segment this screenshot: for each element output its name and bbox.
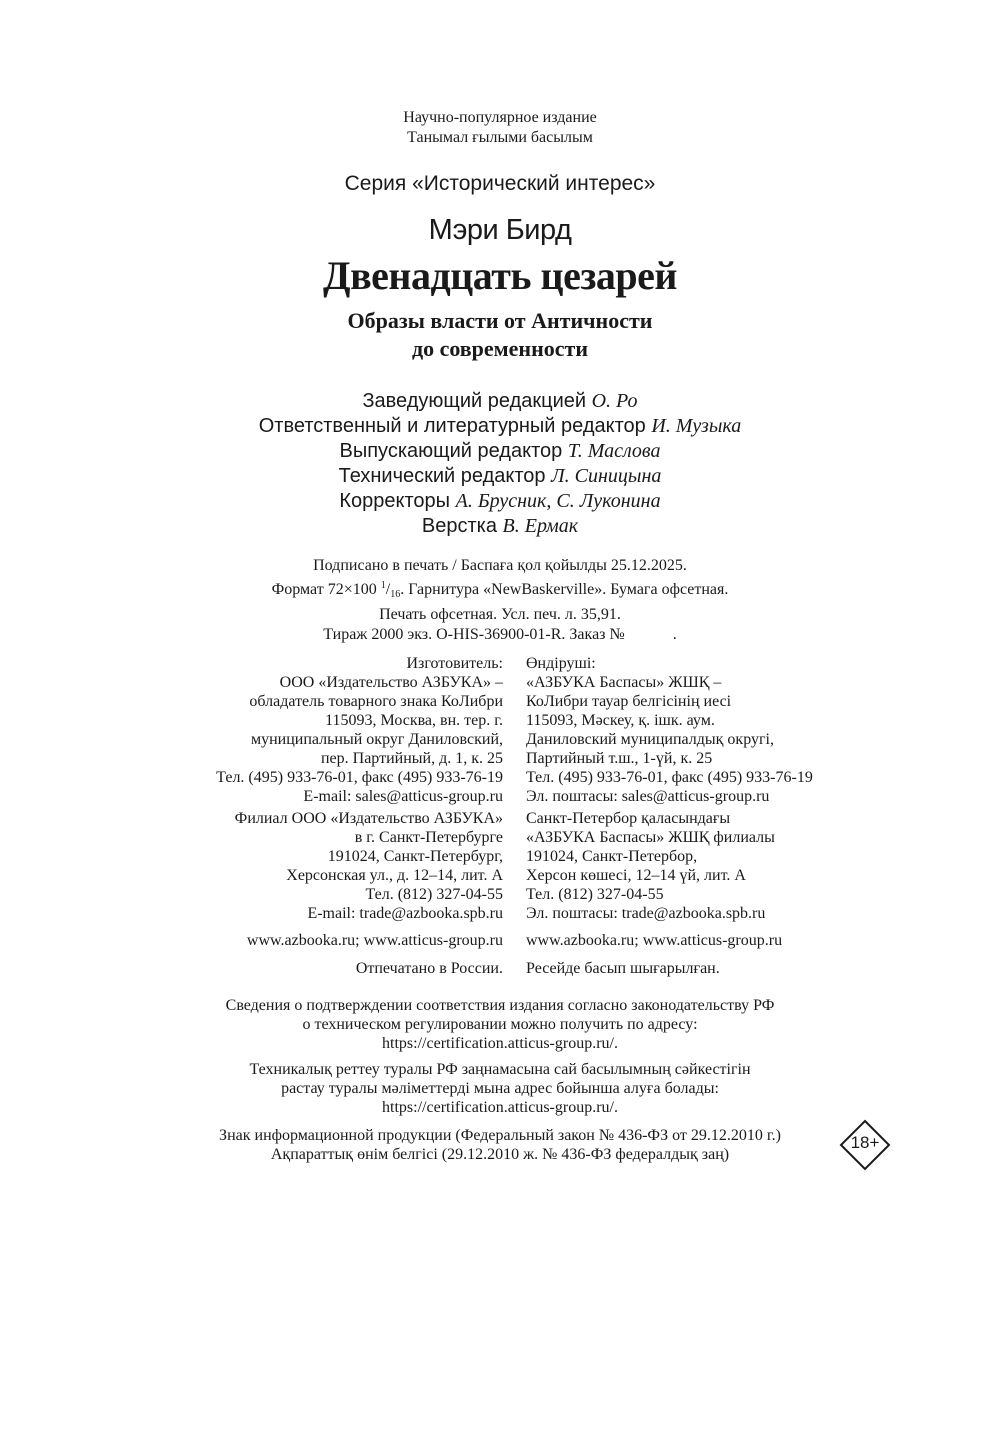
credit-role: Технический редактор [338,465,546,487]
manufacturer-kz-line: КоЛибри тауар белгісінің иесі [526,693,732,710]
credit-line [0,464,1000,489]
credit-role: Заведующий редакцией [362,390,587,412]
format-denominator: 16 [390,589,401,600]
credit-person: О. Ро [591,390,638,412]
manufacturer-kz-line: 115093, Мәскеу, қ. ішк. аум. [526,712,715,729]
credit-person: Л. Синицына [551,465,662,487]
credit-person: А. Брусник, С. Луконина [455,490,661,512]
credit-line [0,514,1000,539]
branch-kz-line: Херсон көшесі, 12–14 үй, лит. А [526,867,746,884]
branch-ru [235,809,503,923]
edition-type-ru: Научно-популярное издание [403,109,597,126]
branch-ru-line: 191024, Санкт-Петербург, [327,848,503,865]
subtitle-line: до современности [411,336,589,361]
manufacturer-ru-line: муниципальный округ Даниловский, [250,731,503,748]
credit-line [0,439,1000,464]
branch-kz-line: 191024, Санкт-Петербор, [526,848,698,865]
certification-ru [0,996,1000,1053]
websites-kz: www.azbooka.ru; www.atticus-group.ru [526,932,783,949]
manufacturer-ru-line: пер. Партийный, д. 1, к. 25 [320,750,503,767]
credits-list [0,389,1000,539]
info-sign-ru: Знак информационной продукции (Федеральный закон № 436-ФЗ от 29.12.2010 г.) [219,1127,781,1144]
print-type: Печать офсетная. Усл. печ. л. 35,91. [379,606,621,623]
credit-line [0,414,1000,439]
subtitle-line: Образы власти от Античности [347,308,653,333]
manufacturer-kz-line: Өндіруші: [526,655,596,672]
credit-person: Т. Маслова [567,440,661,462]
credit-role: Верстка [421,515,497,537]
branch-kz-line: Тел. (812) 327-04-55 [526,886,664,903]
certification-kz-url: https://certification.atticus-group.ru/. [382,1099,618,1116]
printed-in-ru: Отпечатано в России. [355,960,503,977]
branch-ru-line: в г. Санкт-Петербурге [354,829,503,846]
manufacturer-kz-line: Даниловский муниципалдық округі, [526,731,774,748]
format-prefix: Формат 72×100 [271,581,377,598]
edition-type [0,108,1000,148]
credit-role: Ответственный и литературный редактор [258,415,646,437]
branch-ru-line: Херсонская ул., д. 12–14, лит. А [286,867,503,884]
manufacturer-ru-line: Тел. (495) 933-76-01, факс (495) 933-76-19 [216,769,503,786]
format-numerator: 1 [380,580,386,591]
credit-person: И. Музыка [651,415,742,437]
manufacturer-kz-email: Эл. поштасы: sales@atticus-group.ru [526,788,770,805]
edition-type-kz: Танымал ғылыми басылым [407,129,593,146]
format-line: Формат 72×100 $^1/_{16}$. Гарнитура «NewBaskerville». Бумага офсетная. [271,580,729,600]
credit-person: В. Ермак [502,515,579,537]
age-rating-badge [839,1119,891,1171]
certification-ru-line: Сведения о подтверждении соответствия издания согласно законодательству РФ [225,997,775,1014]
manufacturer-kz-line: Тел. (495) 933-76-01, факс (495) 933-76-19 [526,769,813,786]
book-title: Двенадцать цезарей [323,253,677,298]
manufacturer-ru-line: 115093, Москва, вн. тер. г. [325,712,503,729]
certification-ru-line: о техническом регулировании можно получить по адресу: [302,1016,698,1033]
certification-kz-line: растау туралы мәліметтерді мына адрес бойынша алуға болады: [281,1080,719,1097]
signed-date: Подписано в печать / Баспаға қол қойылды 25.12.2025. [313,557,687,574]
manufacturer-ru-line: обладатель товарного знака КоЛибри [249,693,503,710]
manufacturer-kz-line: «АЗБУКА Баспасы» ЖШҚ – [526,674,722,691]
print-info [0,556,1000,645]
credit-line [0,389,1000,414]
branch-kz-line: Санкт-Петербор қаласындағы [526,810,731,827]
manufacturer-kz-line: Партийный т.ш., 1-үй, к. 25 [526,750,713,767]
manufacturer-ru [216,654,503,806]
branch-kz [526,809,775,923]
certification-ru-url: https://certification.atticus-group.ru/. [382,1035,618,1052]
series-name: Серия «Исторический интерес» [344,172,656,195]
printed-in-kz: Ресейде басып шығарылған. [526,960,720,977]
age-rating-label: 18+ [850,1133,880,1152]
branch-ru-line: Тел. (812) 327-04-55 [365,886,503,903]
websites-ru: www.azbooka.ru; www.atticus-group.ru [246,932,503,949]
credit-role: Корректоры [339,490,451,512]
manufacturer-ru-line: ООО «Издательство АЗБУКА» – [279,674,503,691]
manufacturer-ru-email: E-mail: sales@atticus-group.ru [303,788,503,805]
book-subtitle [0,307,1000,363]
branch-kz-line: «АЗБУКА Баспасы» ЖШҚ филиалы [526,829,775,846]
print-run-text: Тираж 2000 экз. O-HIS-36900-01-R. Заказ № [323,626,625,643]
branch-kz-email: Эл. поштасы: trade@azbooka.spb.ru [526,905,766,922]
certification-kz-line: Техникалық реттеу туралы РФ заңнамасына сай басылымның сәйкестігін [249,1061,751,1078]
manufacturer-kz [526,654,813,806]
print-run: Тираж 2000 экз. O-HIS-36900-01-R. Заказ № . [323,626,677,643]
format-suffix: . Гарнитура «NewBaskerville». Бумага офсетная. [400,581,729,598]
branch-ru-email: E-mail: trade@azbooka.spb.ru [307,905,503,922]
credit-role: Выпускающий редактор [339,440,563,462]
manufacturer-ru-line: Изготовитель: [406,655,503,672]
author-name: Мэри Бирд [428,214,572,246]
info-sign-kz: Ақпараттық өнім белгісі (29.12.2010 ж. № 436-ФЗ федералдық заң) [270,1146,730,1163]
credit-line [0,489,1000,514]
certification-kz [0,1060,1000,1117]
branch-ru-line: Филиал ООО «Издательство АЗБУКА» [234,810,503,827]
